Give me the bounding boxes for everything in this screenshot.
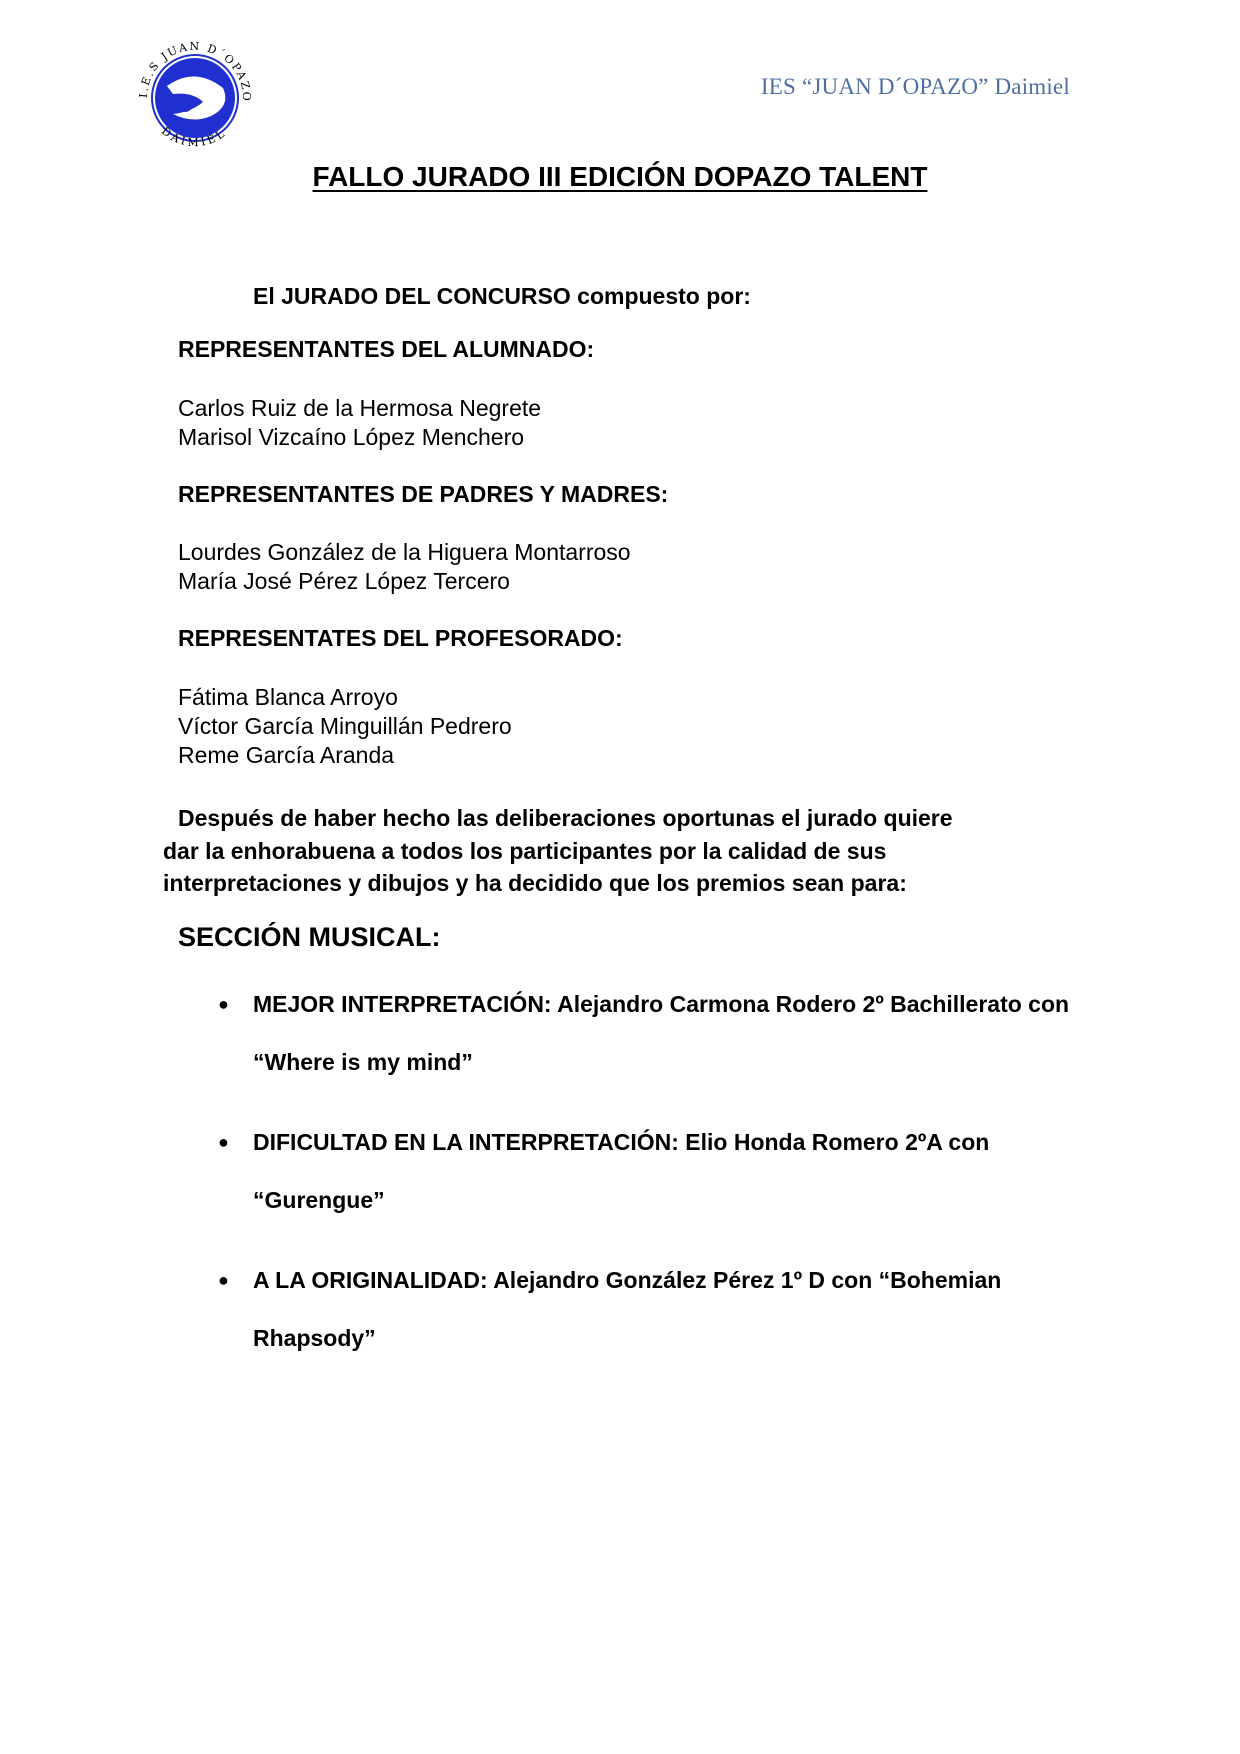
list-item: Fátima Blanca Arroyo <box>178 684 398 710</box>
award-item <box>218 976 1098 1091</box>
group-heading-students: REPRESENTANTES DEL ALUMNADO: <box>178 336 595 362</box>
bullet-icon: ● <box>218 1132 229 1152</box>
page-title <box>0 161 1240 193</box>
award-text: DIFICULTAD EN LA INTERPRETACIÓN: Elio Honda Romero 2ºA con “Gurengue” <box>253 1129 990 1213</box>
deliberation-line-1: Después de haber hecho las deliberaciones oportunas el jurado quiere <box>178 805 953 831</box>
list-item: María José Pérez López Tercero <box>178 568 510 594</box>
parents-list <box>178 538 631 596</box>
award-text: A LA ORIGINALIDAD: Alejandro González Pérez 1º D con “Bohemian Rhapsody” <box>253 1267 1002 1351</box>
deliberation-line-3: interpretaciones y dibujos y ha decidido que los premios sean para: <box>163 870 907 896</box>
list-item: Víctor García Minguillán Pedrero <box>178 713 512 739</box>
header-school-name: IES “JUAN D´OPAZO” Daimiel <box>760 74 1070 99</box>
students-list <box>178 394 541 452</box>
page-title-text: FALLO JURADO III EDICIÓN DOPAZO TALENT <box>312 161 928 192</box>
group-heading-teachers: REPRESENTATES DEL PROFESORADO: <box>178 625 623 651</box>
group-heading-parents: REPRESENTANTES DE PADRES Y MADRES: <box>178 481 669 507</box>
teachers-list <box>178 683 512 770</box>
section-title: SECCIÓN MUSICAL: <box>178 922 441 952</box>
bullet-icon: ● <box>218 1270 229 1290</box>
deliberation-line-2: dar la enhorabuena a todos los participantes por la calidad de sus <box>163 837 887 864</box>
list-item: Marisol Vizcaíno López Menchero <box>178 424 525 450</box>
logo-bottom-text: DAIMIEL <box>158 124 230 150</box>
deliberation-paragraph <box>163 802 1083 900</box>
list-item: Lourdes González de la Higuera Montarroso <box>178 539 631 565</box>
school-logo <box>133 36 257 156</box>
award-item <box>218 1114 1098 1229</box>
logo-top-text: I.E.S JUAN D´OPAZO <box>136 39 254 103</box>
list-item: Reme García Aranda <box>178 742 395 768</box>
award-item <box>218 1252 1098 1367</box>
jury-intro: El JURADO DEL CONCURSO compuesto por: <box>253 283 751 309</box>
award-text: MEJOR INTERPRETACIÓN: Alejandro Carmona Rodero 2º Bachillerato con “Where is my mind” <box>253 991 1070 1075</box>
list-item: Carlos Ruiz de la Hermosa Negrete <box>178 395 542 421</box>
awards-list <box>218 976 1098 1390</box>
bullet-icon: ● <box>218 994 229 1014</box>
